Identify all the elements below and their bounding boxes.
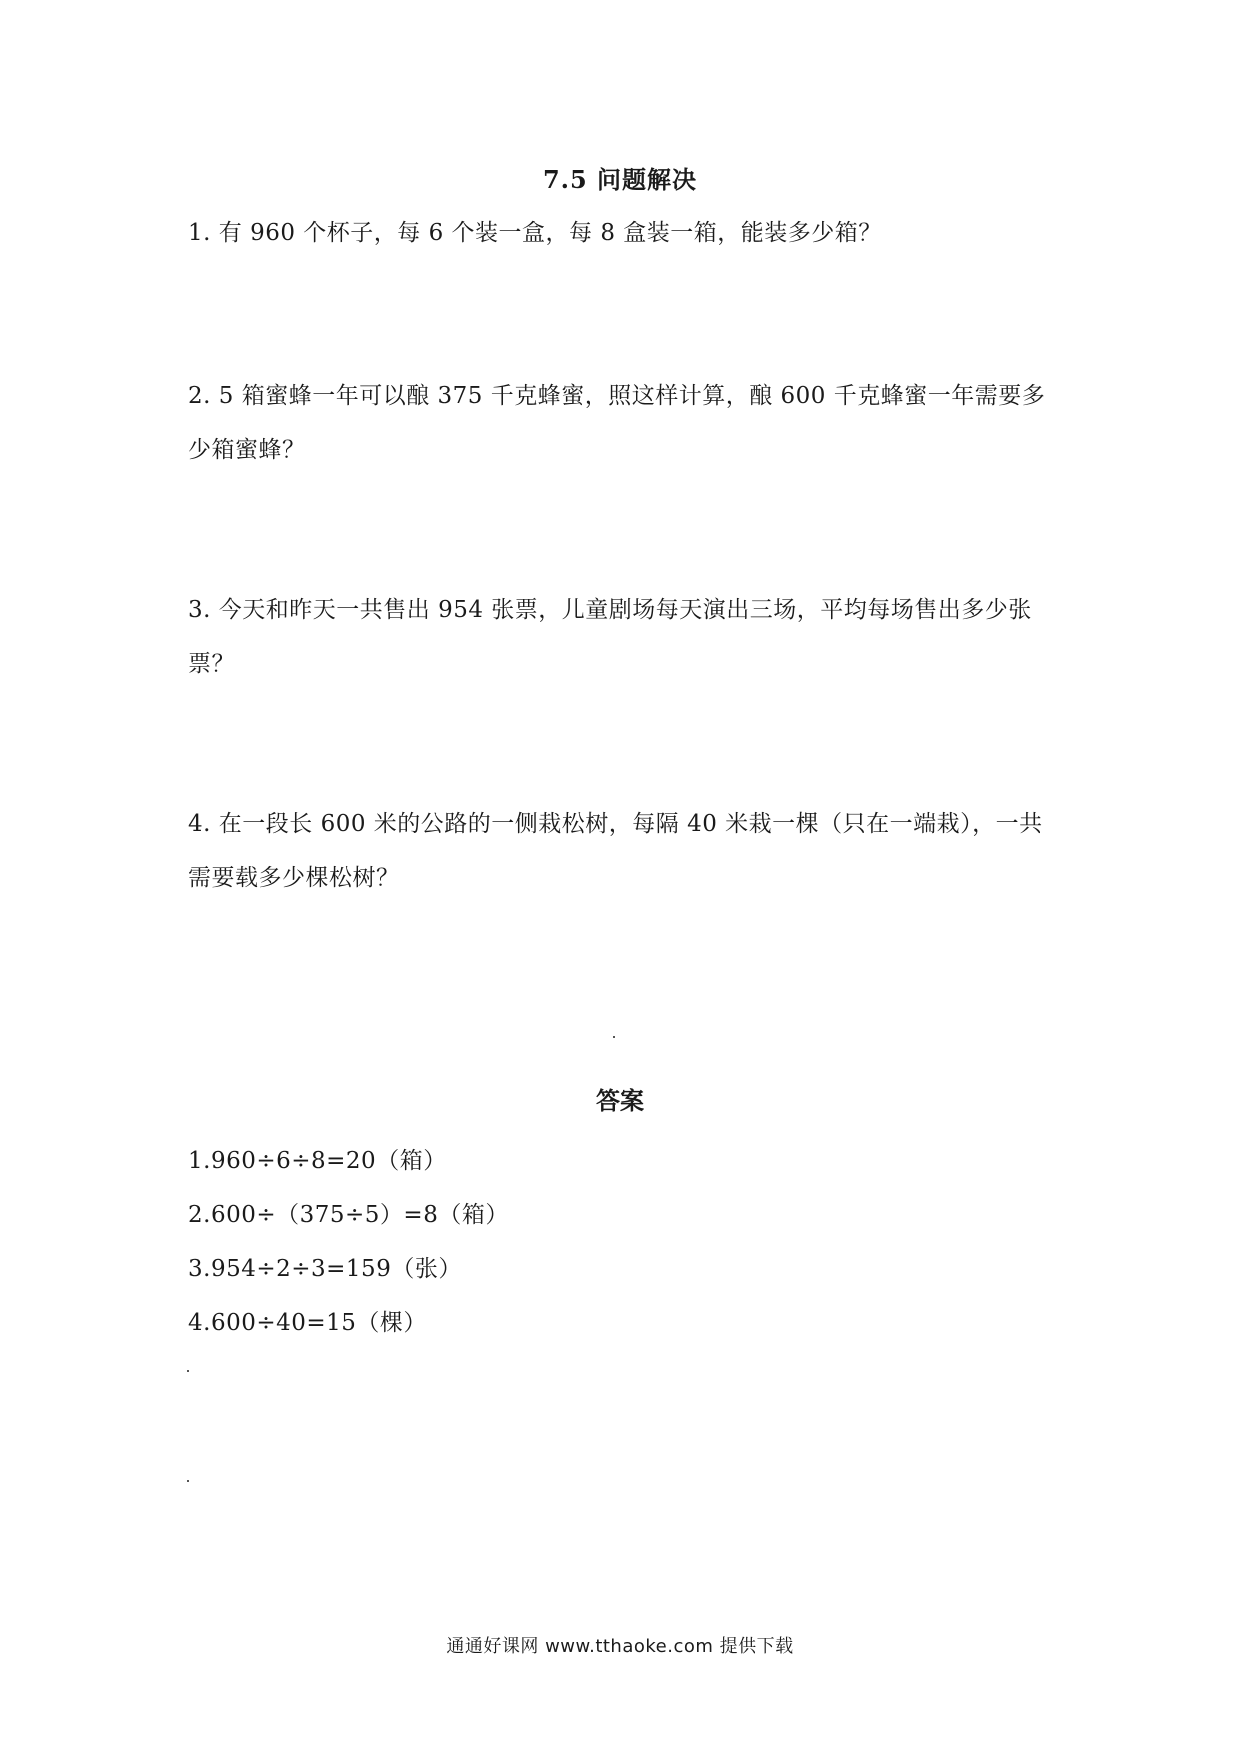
stray-dot — [187, 1370, 189, 1372]
question-3: 3. 今天和昨天一共售出 954 张票，儿童剧场每天演出三场，平均每场售出多少张票？ — [188, 597, 1032, 677]
question-1: 1. 有 960 个杯子，每 6 个装一盒，每 8 盒装一箱，能装多少箱？ — [188, 220, 882, 246]
answer-list — [188, 1134, 509, 1350]
stray-dot — [187, 1480, 189, 1482]
answer-4: 4.600÷40=15（棵） — [188, 1310, 427, 1336]
page-title: 7.5 问题解决 — [542, 165, 698, 194]
answer-3: 3.954÷2÷3=159（张） — [188, 1256, 462, 1282]
footer-source: 通通好课网 www.tthaoke.com 提供下载 — [446, 1636, 794, 1657]
answer-1: 1.960÷6÷8=20（箱） — [188, 1148, 447, 1174]
stray-dot — [613, 1036, 615, 1038]
answer-2: 2.600÷（375÷5）=8（箱） — [188, 1202, 509, 1228]
question-2: 2. 5 箱蜜蜂一年可以酿 375 千克蜂蜜，照这样计算，酿 600 千克蜂蜜一年需要多少箱蜜蜂？ — [188, 383, 1046, 463]
question-4: 4. 在一段长 600 米的公路的一侧栽松树，每隔 40 米栽一棵（只在一端栽），一共需要载多少棵松树？ — [188, 811, 1043, 891]
answer-title: 答案 — [596, 1086, 644, 1115]
